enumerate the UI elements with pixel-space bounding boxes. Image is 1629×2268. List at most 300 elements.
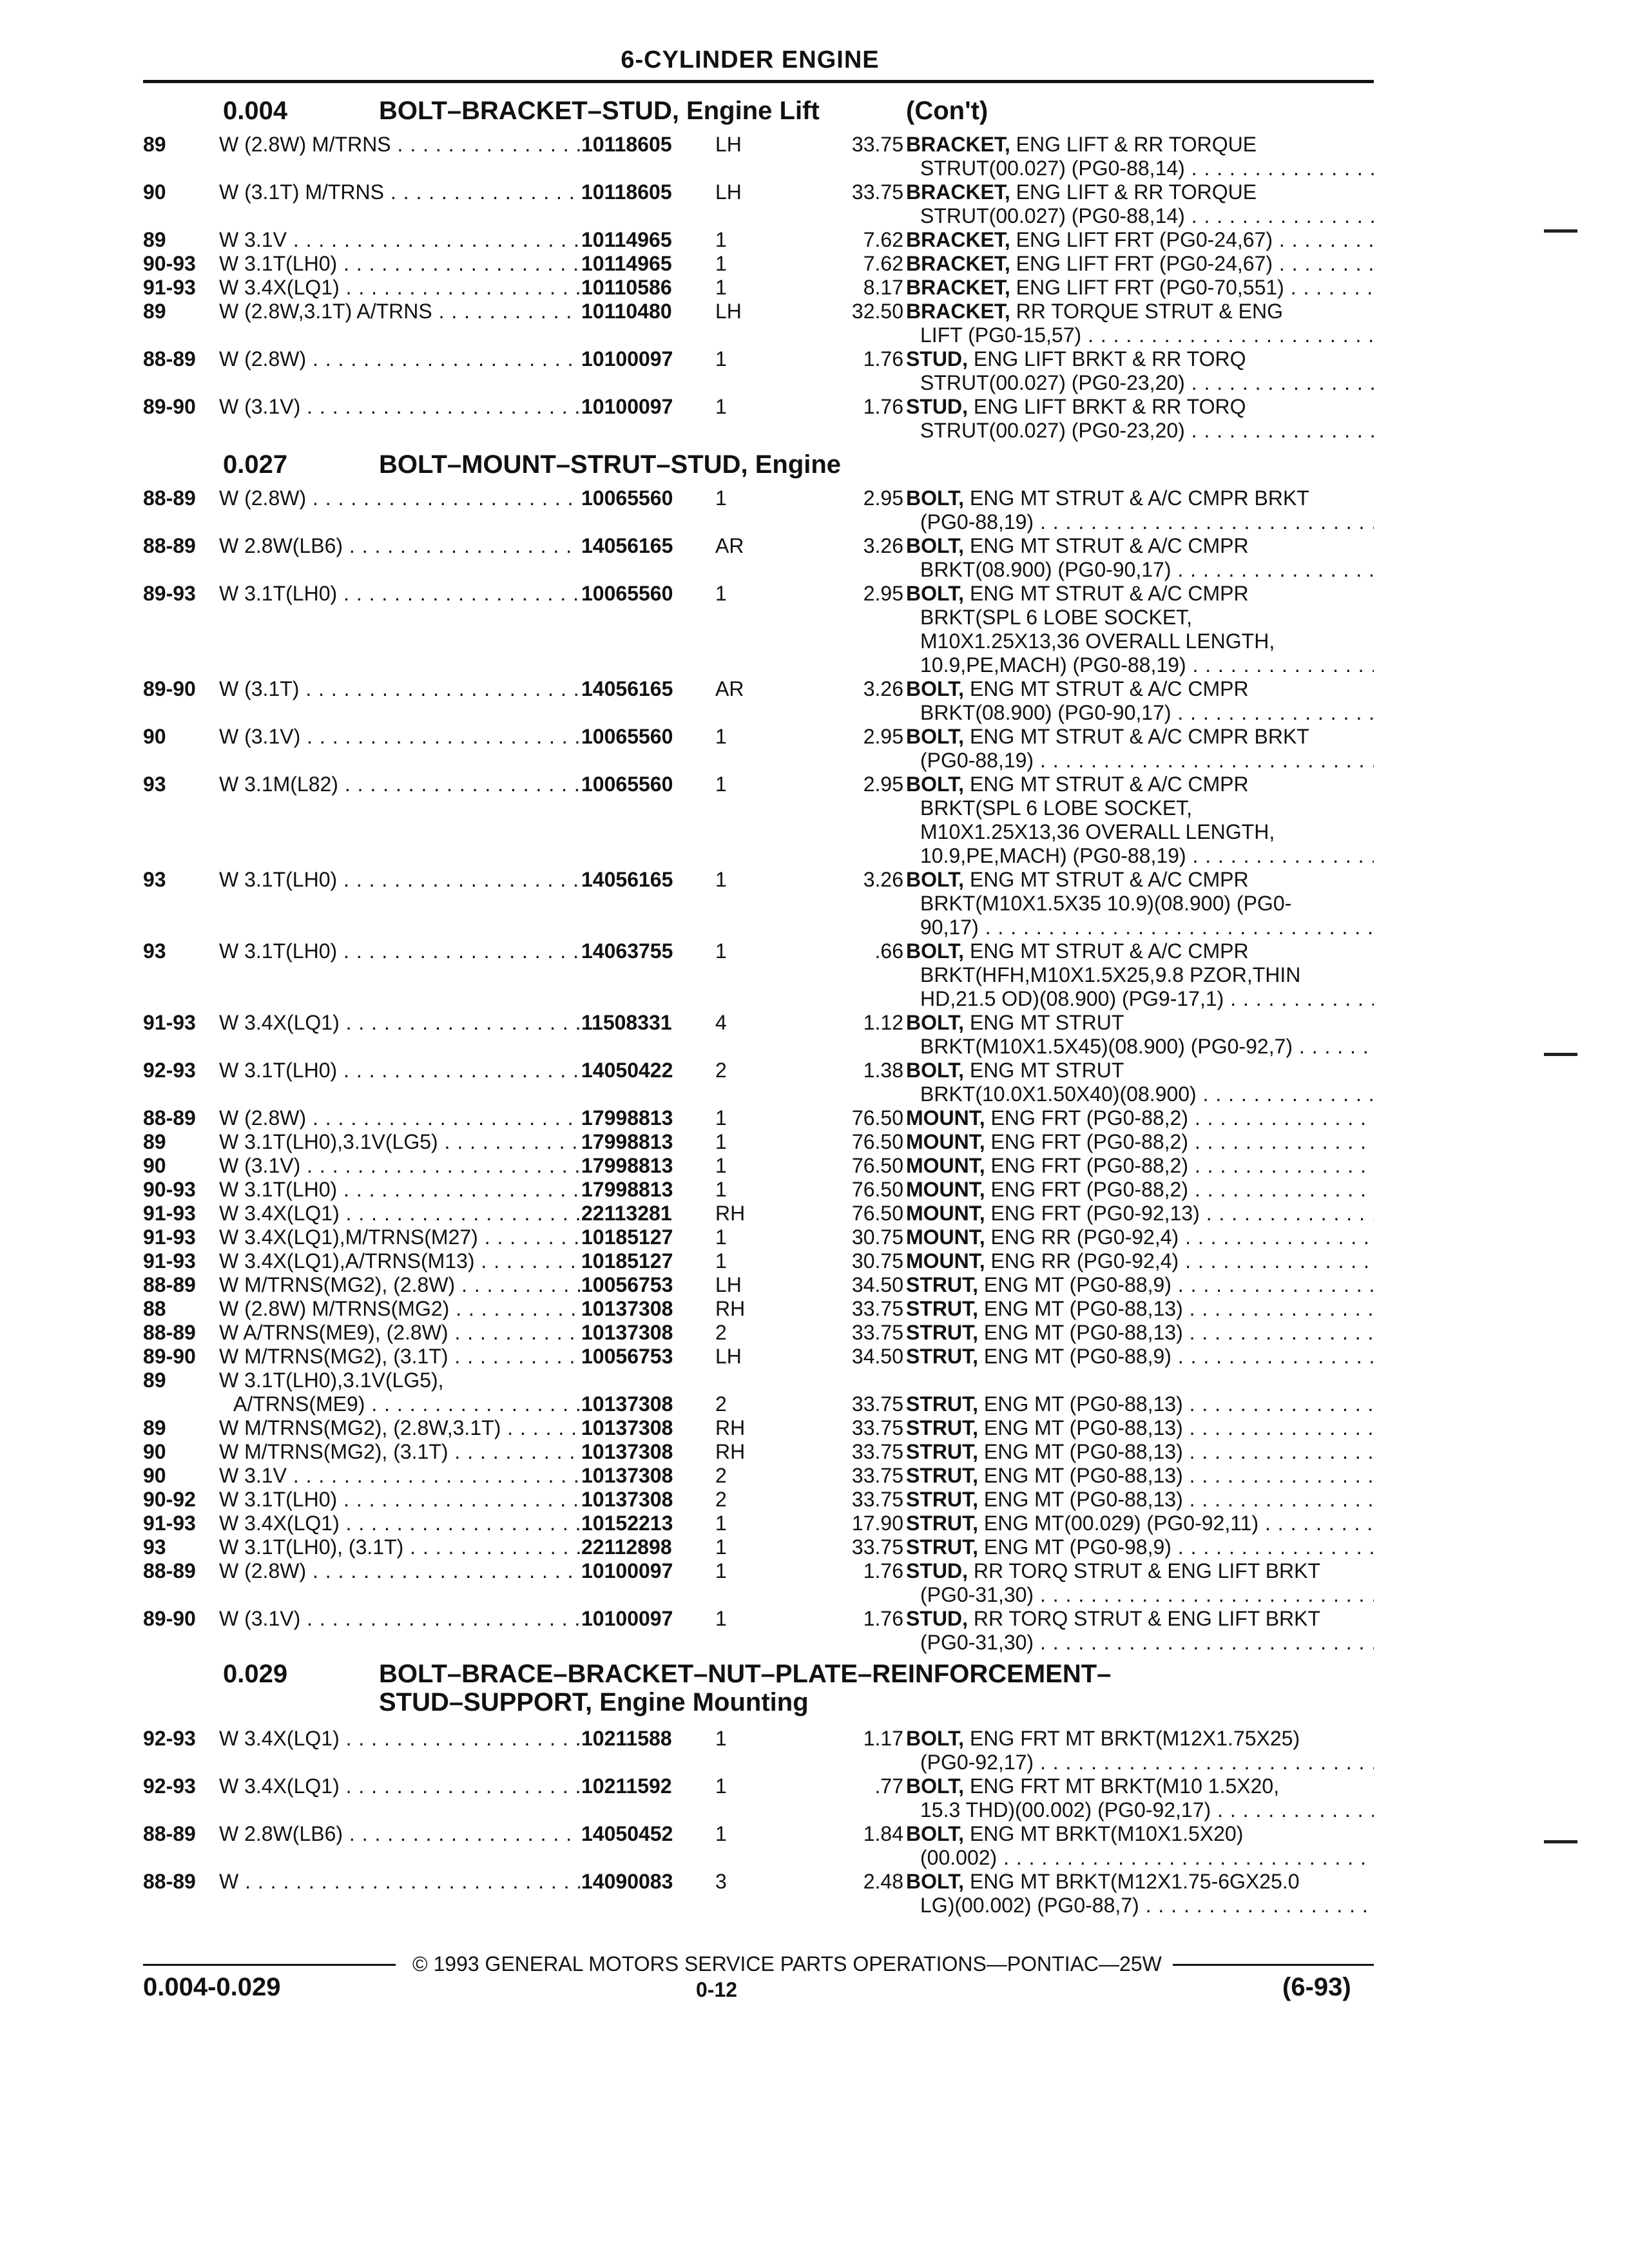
model-year: 88-89: [143, 1273, 196, 1296]
part-name: STRUT,: [906, 1416, 978, 1439]
description-line: BOLT, ENG FRT MT BRKT(M12X1.75X25): [906, 1727, 1300, 1750]
quantity: 2: [715, 1321, 727, 1344]
quantity: RH: [715, 1297, 746, 1320]
model-year: 90-92: [143, 1488, 196, 1511]
description: [906, 1464, 1374, 1488]
description: [906, 1345, 1374, 1369]
price: 33.75: [851, 180, 903, 204]
description-line: BRACKET, ENG LIFT & RR TORQUE: [906, 133, 1257, 156]
model-year: 90-93: [143, 252, 196, 275]
price: 33.75: [851, 1440, 903, 1463]
application: W (3.1T) M/TRNS . . .: [219, 180, 580, 204]
application: W 3.1T(LH0),3.1V(LG5),: [219, 1369, 444, 1392]
part-name: STRUT,: [906, 1464, 978, 1487]
description-line: 90,17) . . .: [906, 916, 1374, 939]
part-name: BOLT,: [906, 534, 965, 557]
description-line: 10.9,PE,MACH) (PG0-88,19) . . .: [906, 844, 1374, 868]
application: W 3.1T(LH0) . . .: [219, 1488, 580, 1512]
description-line: BRKT(10.0X1.50X40)(08.900) . . .: [906, 1082, 1374, 1106]
quantity: 2: [715, 1464, 727, 1487]
quantity: 1: [715, 1130, 727, 1153]
copyright-line: © 1993 GENERAL MOTORS SERVICE PARTS OPERATIONS—PONTIAC—25W: [412, 1952, 1162, 1975]
margin-mark: [1544, 1840, 1577, 1843]
description-line: MOUNT, ENG FRT (PG0-88,2) . . .: [906, 1178, 1374, 1202]
description-line: MOUNT, ENG FRT (PG0-88,2) . . .: [906, 1130, 1374, 1154]
table-row: [143, 486, 1374, 534]
table-row: [143, 1273, 1374, 1297]
table-row: [143, 1297, 1374, 1321]
part-number: 10137308: [581, 1416, 673, 1439]
part-name: BOLT,: [906, 486, 965, 510]
description-line: STRUT(00.027) (PG0-88,14) . . .: [906, 157, 1374, 180]
model-year: 88-89: [143, 486, 196, 510]
price: 3.26: [863, 534, 903, 557]
description-line: BOLT, ENG MT STRUT & A/C CMPR: [906, 939, 1249, 963]
application: W 3.4X(LQ1),A/TRNS(M13) . . .: [219, 1249, 580, 1273]
table-row: [143, 1106, 1374, 1130]
model-year: 91-93: [143, 1225, 196, 1249]
section-range: 0.004-0.029: [143, 1973, 281, 2001]
quantity: 1: [715, 1727, 727, 1750]
quantity: RH: [715, 1440, 746, 1463]
model-year: 93: [143, 939, 166, 963]
description-line: STRUT(00.027) (PG0-23,20) . . .: [906, 419, 1374, 443]
parts-listing: [143, 89, 1374, 1917]
model-year: 90: [143, 1440, 166, 1463]
part-name: BRACKET,: [906, 276, 1010, 299]
quantity: 1: [715, 228, 727, 251]
model-year: 92-93: [143, 1059, 196, 1082]
quantity: 1: [715, 1225, 727, 1249]
application: W A/TRNS(ME9), (2.8W) . . .: [219, 1321, 580, 1345]
description-line: STRUT, ENG MT (PG0-88,13) . . .: [906, 1440, 1374, 1464]
description-line: BRKT(M10X1.5X35 10.9)(08.900) (PG0-: [920, 892, 1292, 915]
model-year: 88-89: [143, 1106, 196, 1129]
part-name: MOUNT,: [906, 1202, 985, 1225]
model-year: 90: [143, 180, 166, 204]
table-row: [143, 1178, 1374, 1202]
part-name: BOLT,: [906, 725, 965, 748]
part-number: 14050452: [581, 1822, 673, 1845]
quantity: 1: [715, 1512, 727, 1535]
description-line: BOLT, ENG FRT MT BRKT(M10 1.5X20,: [906, 1774, 1280, 1798]
model-year: 93: [143, 868, 166, 891]
part-name: BOLT,: [906, 773, 965, 796]
description: [906, 347, 1374, 395]
description: [906, 1297, 1374, 1321]
application: W (2.8W) M/TRNS . . .: [219, 133, 580, 157]
part-name: BOLT,: [906, 939, 965, 963]
part-name: BRACKET,: [906, 133, 1010, 156]
price: 7.62: [863, 252, 903, 275]
model-year: 93: [143, 773, 166, 796]
description-line: STRUT, ENG MT (PG0-88,9) . . .: [906, 1273, 1374, 1297]
description: [906, 276, 1374, 300]
section-header: [143, 1655, 1374, 1727]
description: [906, 1225, 1374, 1249]
application: W (2.8W) . . .: [219, 1106, 580, 1130]
part-number: 17998813: [581, 1154, 673, 1177]
description-line: STRUT, ENG MT (PG0-88,13) . . .: [906, 1416, 1374, 1440]
description-line: STRUT, ENG MT (PG0-88,9) . . .: [906, 1345, 1374, 1369]
price: 33.75: [851, 1416, 903, 1439]
price: 2.95: [863, 486, 903, 510]
application: W (3.1V) . . .: [219, 395, 580, 419]
table-row: [143, 1345, 1374, 1369]
price: 2.95: [863, 725, 903, 748]
table-row: [143, 939, 1374, 1011]
description-line: (PG0-88,19) . . .: [906, 510, 1374, 534]
quantity: 2: [715, 1488, 727, 1511]
application: W 3.1V . . .: [219, 228, 580, 252]
description: [906, 534, 1374, 582]
quantity: 1: [715, 1535, 727, 1559]
page-title: 6-CYLINDER ENGINE: [621, 46, 880, 73]
description-line: STRUT(00.027) (PG0-23,20) . . .: [906, 371, 1374, 395]
description-line: BOLT, ENG MT BRKT(M12X1.75-6GX25.0: [906, 1870, 1300, 1893]
section-header: [143, 89, 1374, 133]
quantity: 1: [715, 868, 727, 891]
quantity: 1: [715, 1106, 727, 1129]
part-name: MOUNT,: [906, 1130, 985, 1153]
quantity: 1: [715, 1559, 727, 1582]
description-line: BOLT, ENG MT STRUT & A/C CMPR: [906, 773, 1249, 796]
description-line: STRUT, ENG MT (PG0-88,13) . . .: [906, 1297, 1374, 1321]
price: 76.50: [851, 1178, 903, 1201]
price: 32.50: [851, 300, 903, 323]
description-line: 10.9,PE,MACH) (PG0-88,19) . . .: [906, 653, 1374, 677]
description: [906, 180, 1374, 228]
table-row: [143, 1130, 1374, 1154]
header-rule: [143, 80, 1374, 83]
part-number: 10137308: [581, 1392, 673, 1416]
application: W (3.1T) . . .: [219, 677, 580, 701]
table-row: [143, 1154, 1374, 1178]
table-row: [143, 582, 1374, 677]
model-year: 89: [143, 1130, 166, 1153]
part-name: STRUT,: [906, 1297, 978, 1320]
margin-mark: [1544, 1053, 1577, 1056]
description-line: STRUT, ENG MT (PG0-98,9) . . .: [906, 1535, 1374, 1559]
description: [906, 677, 1374, 725]
description-line: MOUNT, ENG FRT (PG0-92,13) . . .: [906, 1202, 1374, 1225]
quantity: LH: [715, 1345, 742, 1368]
section-title: BOLT–BRACE–BRACKET–NUT–PLATE–REINFORCEMENT– STUD–SUPPORT, Engine Mounting: [379, 1660, 1112, 1716]
application: W 3.1T(LH0) . . .: [219, 939, 580, 963]
description: [906, 725, 1374, 773]
description-line: (00.002) . . .: [906, 1846, 1374, 1870]
part-number: 17998813: [581, 1178, 673, 1201]
part-number: 10110586: [581, 276, 672, 299]
description-line: STUD, RR TORQ STRUT & ENG LIFT BRKT: [906, 1559, 1321, 1582]
description-line: STRUT(00.027) (PG0-88,14) . . .: [906, 204, 1374, 228]
model-year: 89: [143, 133, 166, 156]
application: W 3.1T(LH0) . . .: [219, 582, 580, 606]
part-name: STUD,: [906, 395, 968, 418]
part-name: MOUNT,: [906, 1154, 985, 1177]
application: W 3.1T(LH0) . . .: [219, 1178, 580, 1202]
model-year: 89-90: [143, 1345, 196, 1368]
description: [906, 1321, 1374, 1345]
price: 7.62: [863, 228, 903, 251]
part-number: 10065560: [581, 725, 673, 748]
part-name: STRUT,: [906, 1488, 978, 1511]
part-name: STRUT,: [906, 1392, 978, 1416]
price: 1.76: [863, 1607, 903, 1630]
description-line: HD,21.5 OD)(08.900) (PG9-17,1) . . .: [906, 987, 1374, 1011]
price: 3.26: [863, 868, 903, 891]
price: 1.84: [863, 1822, 903, 1845]
part-name: BRACKET,: [906, 300, 1010, 323]
model-year: 89: [143, 228, 166, 251]
model-year: 89: [143, 300, 166, 323]
description-line: STRUT, ENG MT (PG0-88,13) . . .: [906, 1464, 1374, 1488]
description-line: STRUT, ENG MT (PG0-88,13) . . .: [906, 1321, 1374, 1345]
model-year: 89-90: [143, 1607, 196, 1630]
part-name: MOUNT,: [906, 1225, 985, 1249]
quantity: 1: [715, 1774, 727, 1798]
application: W 3.1V . . .: [219, 1464, 580, 1488]
model-year: 90-93: [143, 1178, 196, 1201]
price: 33.75: [851, 133, 903, 156]
description: [906, 1559, 1374, 1607]
description-line: BRKT(HFH,M10X1.5X25,9.8 PZOR,THIN: [920, 963, 1301, 986]
part-name: BOLT,: [906, 1774, 965, 1798]
price: 1.76: [863, 347, 903, 370]
application: W M/TRNS(MG2), (3.1T) . . .: [219, 1440, 580, 1464]
table-row: [143, 1249, 1374, 1273]
quantity: 1: [715, 347, 727, 370]
price: 2.95: [863, 582, 903, 605]
description: [906, 228, 1374, 252]
quantity: 1: [715, 1607, 727, 1630]
model-year: 88-89: [143, 347, 196, 370]
model-year: 89: [143, 1416, 166, 1439]
price: 1.12: [863, 1011, 903, 1034]
description-line: (PG0-31,30) . . .: [906, 1631, 1374, 1655]
quantity: 1: [715, 395, 727, 418]
description: [906, 1059, 1374, 1106]
description-line: LG)(00.002) (PG0-88,7) . . .: [906, 1894, 1374, 1917]
part-name: BRACKET,: [906, 228, 1010, 251]
application: W M/TRNS(MG2), (3.1T) . . .: [219, 1345, 580, 1369]
price: 33.75: [851, 1392, 903, 1416]
part-number: 10065560: [581, 582, 673, 605]
description-line: STUD, RR TORQ STRUT & ENG LIFT BRKT: [906, 1607, 1321, 1630]
application: W 3.4X(LQ1) . . .: [219, 1011, 580, 1035]
description-line: MOUNT, ENG FRT (PG0-88,2) . . .: [906, 1106, 1374, 1130]
part-name: MOUNT,: [906, 1106, 985, 1129]
model-year: 89-93: [143, 582, 196, 605]
table-row: [143, 725, 1374, 773]
description-line: M10X1.25X13,36 OVERALL LENGTH,: [920, 629, 1275, 653]
price: 33.75: [851, 1488, 903, 1511]
application: W (2.8W) . . .: [219, 1559, 580, 1583]
description-line: (PG0-31,30) . . .: [906, 1583, 1374, 1607]
model-year: 90: [143, 1464, 166, 1487]
part-number: 10185127: [581, 1249, 673, 1273]
quantity: 1: [715, 1822, 727, 1845]
section-number: 0.027: [223, 450, 288, 479]
table-row: [143, 534, 1374, 582]
table-row: [143, 1774, 1374, 1822]
part-number: 10137308: [581, 1297, 673, 1320]
price: 3.26: [863, 677, 903, 700]
table-row: [143, 1727, 1374, 1774]
part-number: 10211588: [581, 1727, 672, 1750]
part-name: STUD,: [906, 347, 968, 370]
application: W M/TRNS(MG2), (2.8W) . . .: [219, 1273, 580, 1297]
application: W 3.1T(LH0) . . .: [219, 1059, 580, 1082]
description-line: BRKT(SPL 6 LOBE SOCKET,: [920, 796, 1193, 820]
price: 30.75: [851, 1249, 903, 1273]
table-row: [143, 1512, 1374, 1535]
application: W M/TRNS(MG2), (2.8W,3.1T) . . .: [219, 1416, 580, 1440]
quantity: 2: [715, 1059, 727, 1082]
description: [906, 582, 1374, 677]
description-line: STRUT, ENG MT (PG0-88,13) . . .: [906, 1488, 1374, 1512]
application: W . . .: [219, 1870, 580, 1894]
price: 76.50: [851, 1130, 903, 1153]
description-line: STUD, ENG LIFT BRKT & RR TORQ: [906, 347, 1246, 370]
table-row: [143, 1464, 1374, 1488]
part-number: 10110480: [581, 300, 672, 323]
part-number: 22113281: [581, 1202, 672, 1225]
description-line: BRACKET, ENG LIFT & RR TORQUE: [906, 180, 1257, 204]
model-year: 88-89: [143, 1822, 196, 1845]
application: W 3.1T(LH0) . . .: [219, 252, 580, 276]
description: [906, 868, 1374, 939]
description: [906, 1011, 1374, 1059]
quantity: 3: [715, 1870, 727, 1893]
model-year: 92-93: [143, 1774, 196, 1798]
model-year: 91-93: [143, 276, 196, 299]
quantity: 1: [715, 725, 727, 748]
part-number: 10056753: [581, 1273, 673, 1296]
application: W 3.4X(LQ1) . . .: [219, 1202, 580, 1225]
model-year: 89-90: [143, 395, 196, 418]
table-row: [143, 1535, 1374, 1559]
quantity: 1: [715, 939, 727, 963]
price: 1.17: [863, 1727, 903, 1750]
price: 8.17: [863, 276, 903, 299]
part-name: BRACKET,: [906, 180, 1010, 204]
part-name: STRUT,: [906, 1321, 978, 1344]
model-year: 88-89: [143, 1321, 196, 1344]
application: W 3.4X(LQ1) . . .: [219, 1512, 580, 1535]
table-row: [143, 1369, 1374, 1416]
part-number: 14063755: [581, 939, 673, 963]
price: 76.50: [851, 1154, 903, 1177]
part-number: 14090083: [581, 1870, 673, 1893]
description-line: BOLT, ENG MT STRUT & A/C CMPR: [906, 582, 1249, 605]
description: [906, 1130, 1374, 1154]
part-number: 10100097: [581, 1559, 673, 1582]
part-number: 10100097: [581, 347, 673, 370]
price: 33.75: [851, 1464, 903, 1487]
table-row: [143, 347, 1374, 395]
description-line: BRKT(08.900) (PG0-90,17) . . .: [906, 701, 1374, 725]
table-row: [143, 252, 1374, 276]
description: [906, 1249, 1374, 1273]
quantity: 1: [715, 773, 727, 796]
description: [906, 1273, 1374, 1297]
model-year: 90: [143, 725, 166, 748]
application: W (2.8W) . . .: [219, 486, 580, 510]
price: 1.38: [863, 1059, 903, 1082]
part-name: BOLT,: [906, 868, 965, 891]
part-number: 17998813: [581, 1130, 673, 1153]
part-number: 22112898: [581, 1535, 672, 1559]
part-name: BOLT,: [906, 1727, 965, 1750]
part-name: STRUT,: [906, 1273, 978, 1296]
model-year: 91-93: [143, 1011, 196, 1034]
price: 76.50: [851, 1202, 903, 1225]
description: [906, 395, 1374, 443]
quantity: RH: [715, 1202, 746, 1225]
description-line: LIFT (PG0-15,57) . . .: [906, 323, 1374, 347]
description-line: BOLT, ENG MT STRUT & A/C CMPR BRKT: [906, 486, 1309, 510]
table-row: [143, 1559, 1374, 1607]
quantity: 1: [715, 252, 727, 275]
part-number: 10114965: [581, 228, 672, 251]
table-row: [143, 1870, 1374, 1917]
part-number: 10185127: [581, 1225, 673, 1249]
description: [906, 939, 1374, 1011]
description-line: BOLT, ENG MT STRUT & A/C CMPR: [906, 868, 1249, 891]
part-name: BRACKET,: [906, 252, 1010, 275]
page-number: 0-12: [696, 1978, 738, 2001]
description-line: BRKT(SPL 6 LOBE SOCKET,: [920, 606, 1193, 629]
part-name: MOUNT,: [906, 1178, 985, 1201]
price: 76.50: [851, 1106, 903, 1129]
description-line: STUD, ENG LIFT BRKT & RR TORQ: [906, 395, 1246, 418]
description: [906, 1512, 1374, 1535]
table-row: [143, 773, 1374, 868]
table-row: [143, 1202, 1374, 1225]
application: W (3.1V) . . .: [219, 1607, 580, 1631]
price: 1.76: [863, 1559, 903, 1582]
table-row: [143, 868, 1374, 939]
margin-mark: [1544, 229, 1577, 233]
model-year: 88-89: [143, 534, 196, 557]
price: 33.75: [851, 1297, 903, 1320]
part-number: 10152213: [581, 1512, 673, 1535]
description-line: MOUNT, ENG FRT (PG0-88,2) . . .: [906, 1154, 1374, 1178]
description-line: MOUNT, ENG RR (PG0-92,4) . . .: [906, 1225, 1374, 1249]
table-row: [143, 395, 1374, 443]
table-row: [143, 1607, 1374, 1655]
description: [906, 1202, 1374, 1225]
table-row: [143, 1488, 1374, 1512]
description-line: BOLT, ENG MT STRUT & A/C CMPR: [906, 534, 1249, 557]
model-year: 88: [143, 1297, 166, 1320]
part-name: STRUT,: [906, 1535, 978, 1559]
part-number: 14056165: [581, 677, 673, 700]
description-line: BOLT, ENG MT STRUT: [906, 1011, 1124, 1034]
application: W 2.8W(LB6) . . .: [219, 1822, 580, 1846]
part-number: 14056165: [581, 868, 673, 891]
quantity: AR: [715, 677, 744, 700]
description: [906, 1440, 1374, 1464]
description: [906, 486, 1374, 534]
description: [906, 1870, 1374, 1917]
model-year: 92-93: [143, 1727, 196, 1750]
part-number: 10137308: [581, 1321, 673, 1344]
price: .66: [874, 939, 903, 963]
description: [906, 300, 1374, 347]
description-line: BOLT, ENG MT STRUT & A/C CMPR: [906, 677, 1249, 700]
